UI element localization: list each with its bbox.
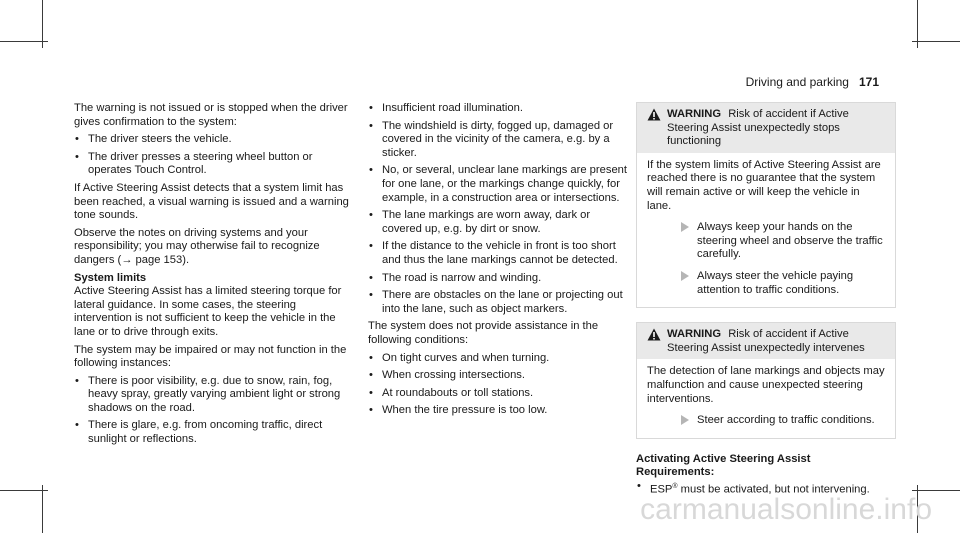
column-left xyxy=(74,102,354,451)
bullet-list xyxy=(368,352,630,418)
registered-mark: ® xyxy=(672,482,678,490)
paragraph: If Active Steering Assist detects that a system limit has been reached, a visual warning is issued and a warning tone sounds. xyxy=(74,181,349,222)
running-header xyxy=(746,75,879,89)
requirement-text: must be activated, but not intervening. xyxy=(677,483,870,496)
bullet-list xyxy=(74,133,354,178)
warning-triangle-icon xyxy=(647,108,661,121)
warning-triangle-icon xyxy=(647,328,661,341)
esp-label: ESP xyxy=(650,483,673,496)
crop-mark xyxy=(0,490,48,491)
list-item: • If the distance to the vehicle in front is too short and thus the lane markings cannot be detected. xyxy=(368,240,630,267)
action-text: Always steer the vehicle paying attention to traffic conditions. xyxy=(697,269,854,296)
list-item: • There are obstacles on the lane or projecting out into the lane, such as object markers. xyxy=(368,289,630,316)
warning-header xyxy=(637,103,895,153)
list-item: • There is poor visibility, e.g. due to snow, rain, fog, heavy spray, greatly varying ambient light or strong shadows on the road. xyxy=(74,375,354,416)
warning-body xyxy=(637,153,895,307)
warning-keyword: WARNING xyxy=(667,108,722,120)
crop-mark xyxy=(0,41,48,42)
paragraph: If the system limits of Active Steering Assist are reached there is no guarantee that the system will remain active or will keep the vehicle in lane. xyxy=(647,158,881,212)
list-item: • The road is narrow and winding. xyxy=(368,272,630,286)
watermark: carmanualsonline.info xyxy=(640,493,932,526)
column-middle xyxy=(368,102,630,422)
action-arrow-icon xyxy=(681,271,689,281)
action-item xyxy=(647,414,887,428)
page-number: 171 xyxy=(858,75,879,89)
list-item: • At roundabouts or toll stations. xyxy=(368,387,630,401)
warning-title: Risk of accident if Active Steering Assist unexpectedly stops functioning xyxy=(667,108,849,148)
subheading: Requirements: xyxy=(636,466,715,479)
section-heading: System limits xyxy=(74,271,147,284)
paragraph: Active Steering Assist has a limited steering torque for lateral guidance. In some cases, the steering intervention is not sufficient to keep the vehicle in the lane or to drive through exits. xyxy=(74,285,342,338)
paragraph: The system may be impaired or may not function in the following instances: xyxy=(74,343,347,370)
paragraph: The warning is not issued or is stopped when the driver gives confirmation to the system: xyxy=(74,102,348,128)
action-arrow-icon xyxy=(681,222,689,232)
paragraph: The detection of lane markings and objects may malfunction and cause unexpected steering interventions. xyxy=(647,365,885,405)
action-text: Steer according to traffic conditions. xyxy=(697,414,875,427)
paragraph: Observe the notes on driving systems and your responsibility; you may otherwise fail to recognize dangers (→ page 153). xyxy=(74,226,320,266)
section-heading: Activating Active Steering Assist xyxy=(636,452,811,465)
paragraph: The system does not provide assistance in the following conditions: xyxy=(368,320,599,346)
list-item: • When the tire pressure is too low. xyxy=(368,404,630,418)
list-item: • The lane markings are worn away, dark or covered up, e.g. by dirt or snow. xyxy=(368,209,630,236)
warning-body xyxy=(637,359,895,437)
warning-box xyxy=(636,102,896,308)
warning-box xyxy=(636,322,896,439)
warning-title: Risk of accident if Active Steering Assist unexpectedly intervenes xyxy=(667,328,865,354)
crop-mark xyxy=(42,485,43,533)
list-item: • The windshield is dirty, fogged up, damaged or covered in the vicinity of the camera, e.g. by a sticker. xyxy=(368,120,630,161)
crop-mark xyxy=(912,41,960,42)
action-item xyxy=(647,221,887,262)
bullet-list xyxy=(74,375,354,447)
list-item: • Insufficient road illumination. xyxy=(368,102,630,116)
list-item: • The driver presses a steering wheel button or operates Touch Control. xyxy=(74,151,354,178)
list-item: • On tight curves and when turning. xyxy=(368,352,630,366)
warning-keyword: WARNING xyxy=(667,328,722,341)
list-item: • No, or several, unclear lane markings are present for one lane, or the markings change quickly, for example, in a construction area or intersections. xyxy=(368,164,630,205)
action-arrow-icon xyxy=(681,415,689,425)
list-item: • There is glare, e.g. from oncoming traffic, direct sunlight or reflections. xyxy=(74,419,354,446)
list-item: • When crossing intersections. xyxy=(368,369,630,383)
list-item: • The driver steers the vehicle. xyxy=(74,133,354,147)
section-title: Driving and parking xyxy=(745,75,849,89)
column-right xyxy=(636,102,896,501)
crop-mark xyxy=(912,490,960,491)
bullet-list xyxy=(368,102,630,316)
action-text: Always keep your hands on the steering wheel and observe the traffic carefully. xyxy=(697,221,883,261)
warning-header xyxy=(637,323,895,359)
action-item xyxy=(647,270,887,297)
